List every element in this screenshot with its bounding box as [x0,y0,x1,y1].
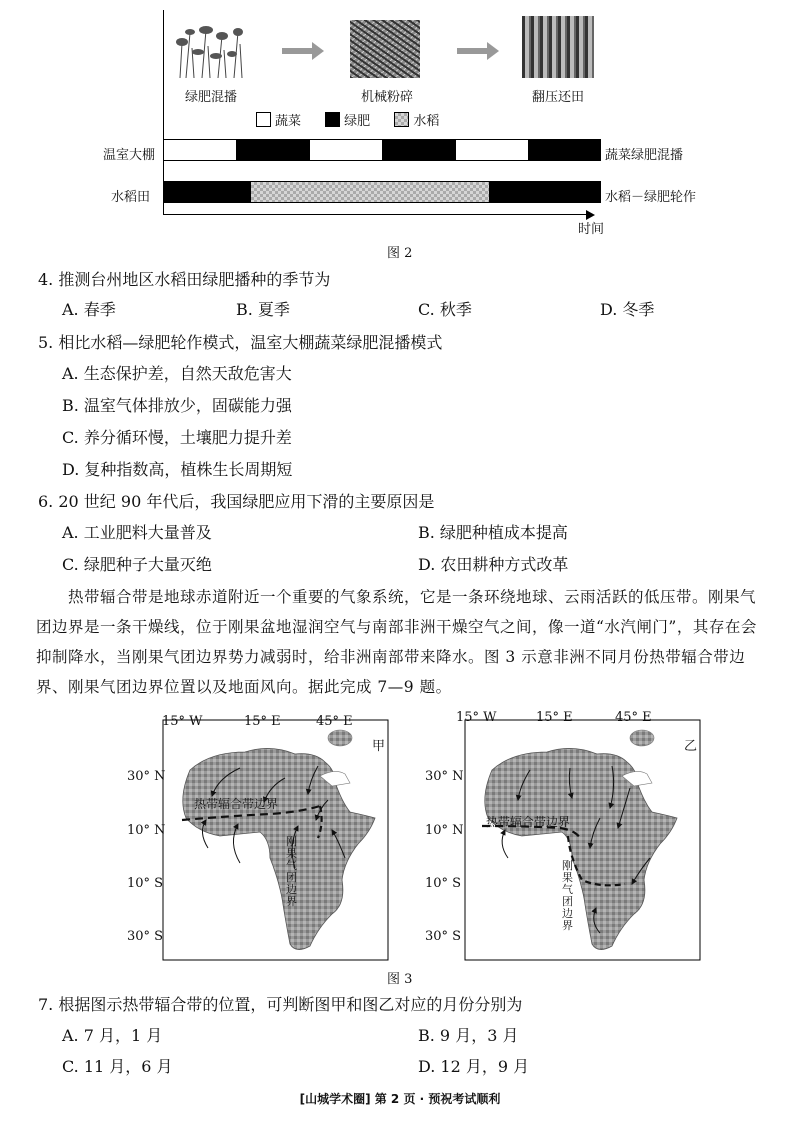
green-manure-segment [528,140,600,160]
greenhouse-bar [163,139,601,161]
arrow-icon [282,42,324,64]
question-7-stem: 7. 根据图示热带辐合带的位置，可判断图甲和图乙对应的月份分别为 [38,995,523,1014]
q4-option-c: C. 秋季 [418,300,472,319]
vegetable-segment [310,140,382,160]
map2-tag: 乙 [684,739,698,754]
mechanical-crushing-image [350,20,420,78]
map1-lat-10s: 10° S [127,876,164,891]
q5-option-c: C. 养分循环慢，土壤肥力提升差 [62,428,292,447]
q6-option-a: A. 工业肥料大量普及 [62,523,212,542]
x-axis-label: 时间 [578,222,605,237]
legend-swatch-rice [394,112,409,127]
q7-option-c: C. 11 月，6 月 [62,1057,173,1076]
map2-itcz-label: 热带辐合带边界 [486,815,571,829]
page-footer: [山城学术圈] 第 2 页 · 预祝考试顺利 [299,1092,501,1106]
q4-option-a: A. 春季 [62,300,116,319]
q5-option-d: D. 复种指数高，植株生长周期短 [62,460,293,479]
map1-lon-45e: 45° E [316,714,353,729]
stage3-label: 翻压还田 [532,90,585,105]
plowing-return-image [522,16,594,78]
row1-label: 温室大棚 [103,148,156,163]
legend-label-vegetable: 蔬菜 [275,114,302,129]
question-6-stem: 6. 20 世纪 90 年代后，我国绿肥应用下滑的主要原因是 [38,492,435,511]
map1-congo-label: 刚果气团边界 [286,835,297,908]
map2-lon-15e: 15° E [536,710,573,725]
map2-lon-45e: 45° E [615,710,652,725]
map2-lat-10s: 10° S [425,876,462,891]
figure-2-caption: 图 2 [387,246,413,261]
q6-option-b: B. 绿肥种植成本提高 [418,523,568,542]
q7-option-b: B. 9 月，3 月 [418,1026,519,1045]
stage1-label: 绿肥混播 [185,90,238,105]
map1-tag: 甲 [372,739,386,754]
vegetable-segment [456,140,528,160]
legend-label-rice: 水稻 [413,114,440,129]
row1-mode-label: 蔬菜绿肥混播 [605,148,684,163]
map-jia [163,720,388,960]
row2-label: 水稻田 [111,190,151,205]
legend [256,110,439,129]
question-5-stem: 5. 相比水稻—绿肥轮作模式，温室大棚蔬菜绿肥混播模式 [38,333,443,352]
q4-option-b: B. 夏季 [236,300,290,319]
stage2-label: 机械粉碎 [361,90,414,105]
map1-lat-30s: 30° S [127,929,164,944]
paddy-field-bar [163,181,601,203]
question-4-stem: 4. 推测台州地区水稻田绿肥播种的季节为 [38,270,331,289]
q6-option-d: D. 农田耕种方式改革 [418,555,569,574]
map1-lat-30n: 30° N [127,769,166,784]
map1-lon-15e: 15° E [244,714,281,729]
map2-lat-10n: 10° N [425,823,464,838]
q4-option-d: D. 冬季 [600,300,655,319]
green-manure-segment [489,182,600,202]
map2-lon-15w: 15° W [456,710,497,725]
green-manure-sowing-image [172,18,250,80]
figure-3-maps [120,708,710,963]
green-manure-segment [236,140,310,160]
map1-lat-10n: 10° N [127,823,166,838]
green-manure-segment [382,140,456,160]
q7-option-d: D. 12 月，9 月 [418,1057,530,1076]
legend-label-green-manure: 绿肥 [344,114,371,129]
legend-swatch-vegetable [256,112,271,127]
green-manure-segment [164,182,251,202]
row2-mode-label: 水稻－绿肥轮作 [605,190,697,205]
legend-swatch-green-manure [325,112,340,127]
map-yi [465,720,700,960]
reading-passage: 热带辐合带是地球赤道附近一个重要的气象系统，它是一条环绕地球、云雨活跃的低压带。刚果气团边界是一条干燥线，位于刚果盆地湿润空气与南部非洲干燥空气之间，像一道“水汽闸门”，其存在会抑制降水，当刚果气团边界势力减弱时，给非洲南部带来降水。图 3 示意非洲不同月份热带辐合带边界、刚果气团边界位置以及地面风向。据此完成 7—9 题。 [36,588,757,696]
q5-option-b: B. 温室气体排放少，固碳能力强 [62,396,292,415]
map2-congo-label: 刚果气团边界 [562,859,573,932]
rice-segment [251,182,489,202]
q5-option-a: A. 生态保护差，自然天敌危害大 [62,364,292,383]
q7-option-a: A. 7 月，1 月 [62,1026,163,1045]
vegetable-segment [164,140,236,160]
figure-3-caption: 图 3 [387,972,413,987]
map2-lat-30n: 30° N [425,769,464,784]
q6-option-c: C. 绿肥种子大量灭绝 [62,555,212,574]
map1-itcz-label: 热带辐合带边界 [194,797,279,811]
x-axis-line [163,214,588,215]
arrow-icon [457,42,499,64]
map1-lon-15w: 15° W [162,714,203,729]
map2-lat-30s: 30° S [425,929,462,944]
